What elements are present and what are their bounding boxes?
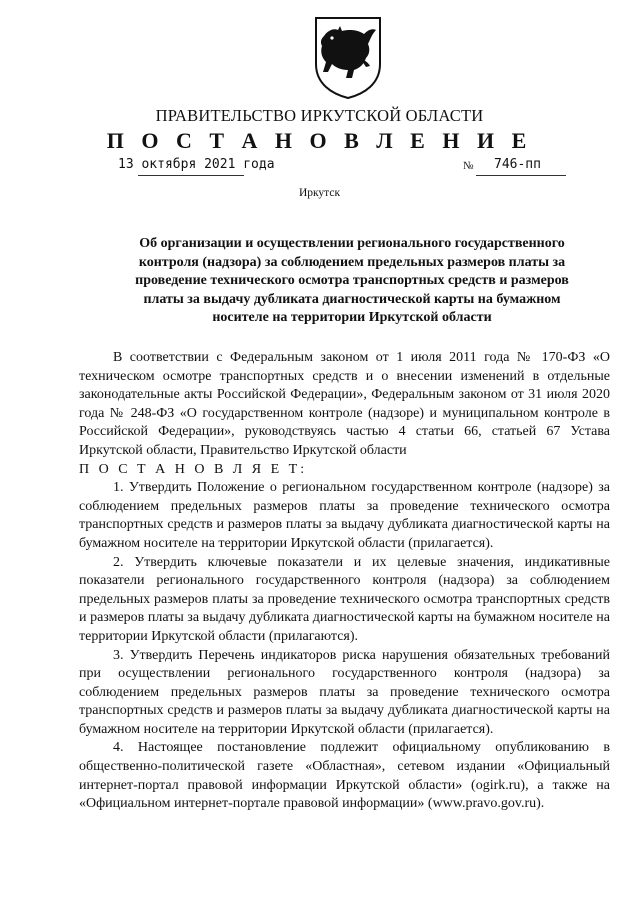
preamble-paragraph: В соответствии с Федеральным законом от 1 июля 2011 года № 170-ФЗ «О техническом осмотре транспортных средств и о внесении изменений в отдельные законодательные акты Российской Федерации», Федеральным законом от 31 июля 2020 года № 248-ФЗ «О государственном контроле (надзоре) и муниципальном контроле в Российской Федерации», руководствуясь частью 4 статьи 66, статьей 67 Устава Иркутской области, Правительство Иркутской области	[79, 350, 610, 458]
document-title	[100, 235, 604, 328]
date-underline	[138, 175, 244, 176]
title-line: Об организации и осуществлении регионального государственного	[139, 236, 565, 251]
title-line: проведение технического осмотра транспортных средств и размеров	[135, 273, 569, 288]
title-line: контроля (надзора) за соблюдением предельных размеров платы за	[138, 254, 566, 270]
item-paragraph: 4. Настоящее постановление подлежит официальному опубликованию в общественно-политической газете «Областная», сетевом издании «Официальный интернет-портал правовой информации Иркутской области» (ogirk.ru), а также на «Официальном интернет-портале правовой информации» (www.pravo.gov.ru).	[79, 740, 610, 812]
decree-heading: П О С Т А Н О В Л Я Е Т:	[79, 461, 308, 477]
government-name: ПРАВИТЕЛЬСТВО ИРКУТСКОЙ ОБЛАСТИ	[155, 106, 484, 125]
city-name: Иркутск	[298, 187, 341, 199]
item-paragraph: 2. Утвердить ключевые показатели и их целевые значения, индикативные показатели регионального государственного контроля (надзора) за соблюдением предельных размеров платы за проведение технического осмотра транспортных средств и размеров платы за выдачу дубликата диагностической карты на бумажном носителе на территории Иркутской области (прилагаются).	[79, 554, 610, 644]
item-paragraph: 3. Утвердить Перечень индикаторов риска нарушения обязательных требований при осуществлении регионального государственного контроля (надзора) за соблюдением предельных размеров платы за проведение технического осмотра транспортных средств и размеров платы за выдачу дубликата диагностической карты на бумажном носителе на территории Иркутской области (прилагается).	[79, 647, 610, 737]
item-paragraph: 1. Утвердить Положение о региональном государственном контроле (надзоре) за соблюдением предельных размеров платы за проведение технического осмотра транспортных средств и размеров платы за выдачу дубликата диагностической карты на бумажном носителе на территории Иркутской области (прилагается).	[79, 480, 610, 551]
irkutsk-coat-of-arms-icon	[312, 14, 384, 100]
document-type: П О С Т А Н О В Л Е Н И Е	[106, 128, 533, 153]
title-line: платы за выдачу дубликата диагностической карты на бумажном	[143, 291, 561, 307]
number-underline	[476, 175, 566, 176]
document-date: 13 октября 2021 года	[118, 157, 275, 172]
title-line: носителе на территории Иркутской области	[212, 310, 492, 325]
document-number: 746-пп	[494, 157, 541, 172]
document-body	[79, 349, 610, 814]
number-sign: №	[463, 160, 474, 172]
